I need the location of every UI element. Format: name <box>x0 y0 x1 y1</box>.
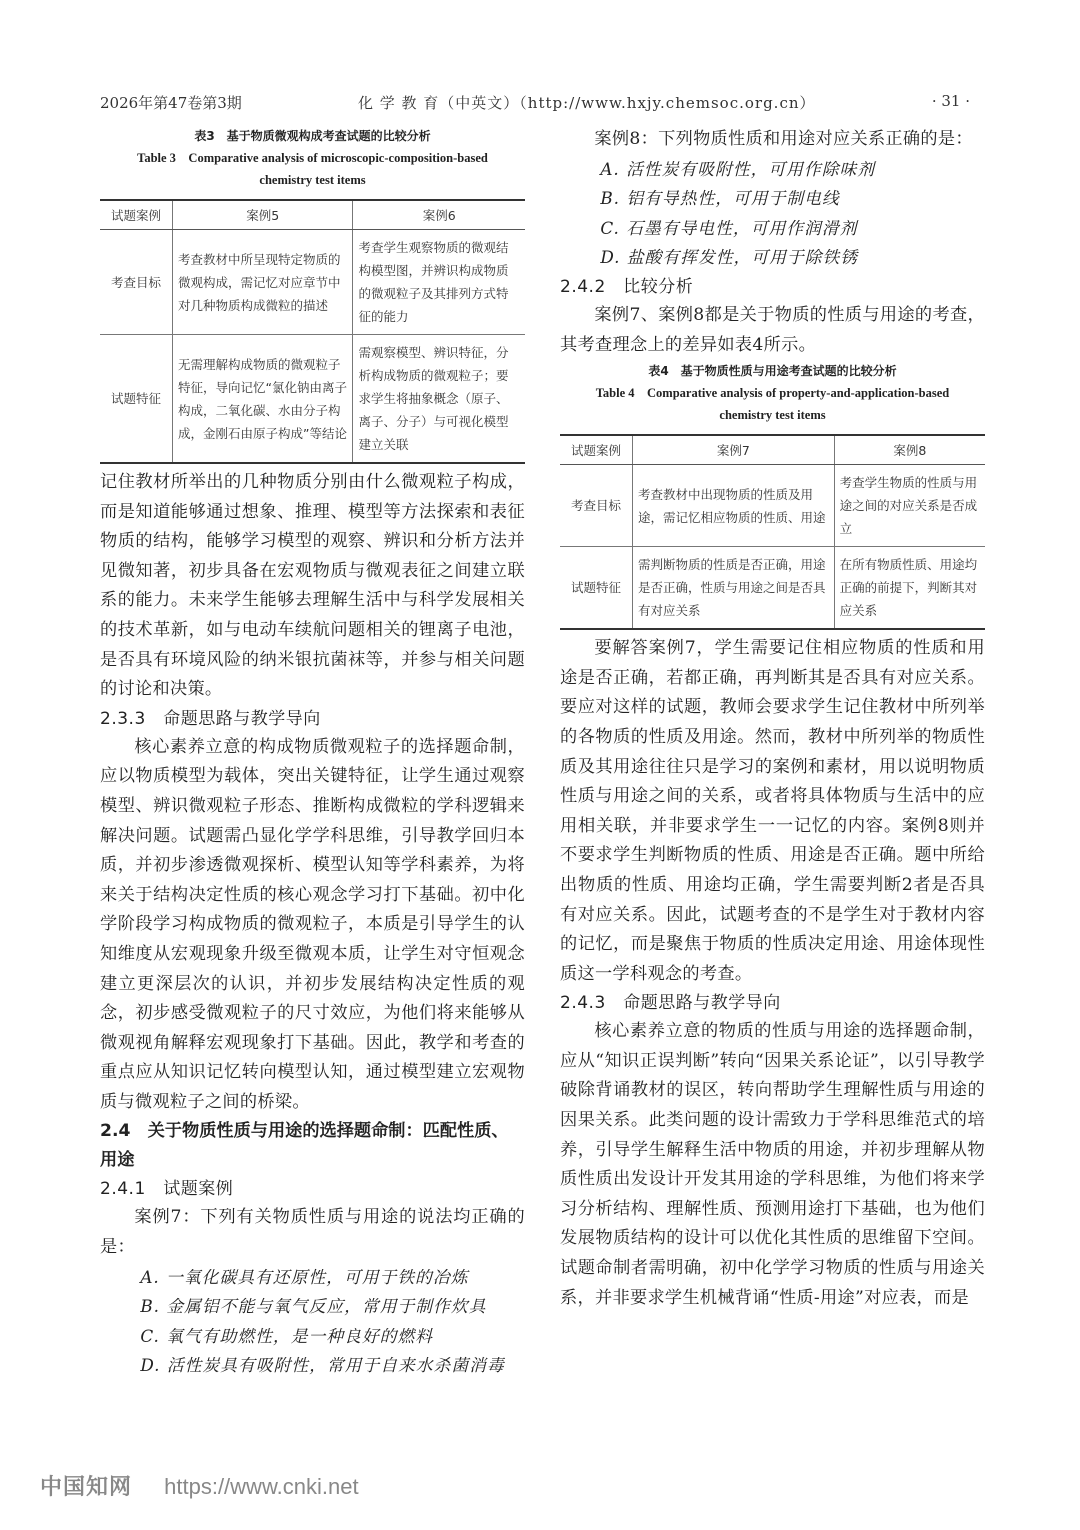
case7-stem: 案例7：下列有关物质性质与用途的说法均正确的是： <box>100 1207 525 1258</box>
paragraph: 核心素养立意的物质的性质与用途的选择题命制，应从“知识正误判断”转向“因果关系论证”，以引导教学破除背诵教材的误区，转向帮助学生理解性质与用途的因果关系。此类问题的设计需致力于学科思维范式的培养，引导学生解释生活中物质的用途，并初步理解从物质性质出发设计开发其用途的学科思维，为他们将来学习分析结构、理解性质、预测用途打下基础，也为他们发展物质结构的设计可以优化其性质的思维留下空间。试题命制者需明确，初中化学学习物质的性质与用途关系，并非要求学生机械背诵“性质-用途”对应表，而是 <box>560 1021 985 1308</box>
case8-stem: 案例8：下列物质性质和用途对应关系正确的是： <box>594 129 973 149</box>
case8-option: A. 活性炭有吸附性，可用作除味剂 <box>600 158 876 179</box>
table-header-cell: 试题案例 <box>100 200 173 230</box>
case7-option: D. 活性炭具有吸附性，常用于自来水杀菌消毒 <box>140 1355 505 1376</box>
table-header-cell: 案例5 <box>173 200 353 230</box>
table-row <box>560 465 985 547</box>
table3 <box>100 199 525 464</box>
table-header-cell: 案例7 <box>633 435 835 465</box>
table-header-row <box>560 435 985 465</box>
table3-caption-cn: 表3 基于物质微观构成考查试题的比较分析 <box>194 129 431 143</box>
table-header-cell: 案例6 <box>353 200 525 230</box>
row-label: 试题特征 <box>560 547 633 630</box>
watermark-url: https://www.cnki.net <box>164 1474 359 1499</box>
section-heading-2-4-1: 2.4.1 试题案例 <box>100 1179 234 1200</box>
case8-option: C. 石墨有导电性，可用作润滑剂 <box>600 217 858 238</box>
section-heading-2-3-3: 2.3.3 命题思路与教学导向 <box>100 708 321 729</box>
row-label: 考查目标 <box>100 230 173 335</box>
table-cell: 考查学生观察物质的微观结构模型图，并辨识构成物质的微观粒子及其排列方式特征的能力 <box>353 230 525 335</box>
table-cell: 需判断物质的性质是否正确，用途是否正确，性质与用途之间是否具有对应关系 <box>633 547 835 630</box>
issue-info: 2026年第47卷第3期 <box>100 94 242 112</box>
running-header <box>100 92 980 114</box>
table-row <box>100 230 525 335</box>
row-label: 考查目标 <box>560 465 633 547</box>
table4-caption-en: Table 4 Comparative analysis of property-and-application-based chemistry test items <box>595 386 950 423</box>
page-number: · 31 · <box>931 92 970 110</box>
section-heading-2-4-2: 2.4.2 比较分析 <box>560 276 694 297</box>
row-label: 试题特征 <box>100 335 173 464</box>
cnki-watermark <box>40 1470 359 1501</box>
journal-title: 化 学 教 育（中英文）（http://www.hxjy.chemsoc.org.cn） <box>358 94 816 112</box>
table4-caption-cn: 表4 基于物质性质与用途考查试题的比较分析 <box>648 364 897 379</box>
right-column <box>560 125 985 1313</box>
table-header-row <box>100 200 525 230</box>
table-cell: 在所有物质性质、用途均正确的前提下，判断其对应关系 <box>834 547 985 630</box>
table-cell: 考查教材中所呈现特定物质的微观构成，需记忆对应章节中对几种物质构成微粒的描述 <box>173 230 353 335</box>
section-heading-2-4: 2.4 关于物质性质与用途的选择题命制：匹配性质、用途 <box>100 1121 509 1171</box>
case7-option: C. 氧气有助燃性，是一种良好的燃料 <box>140 1325 433 1346</box>
watermark-logo-text: 中国知网 <box>40 1474 133 1499</box>
section-heading-2-4-3: 2.4.3 命题思路与教学导向 <box>560 993 781 1014</box>
table4 <box>560 434 985 630</box>
table-cell: 需观察模型、辨识特征，分析构成物质的微观粒子；要求学生将抽象概念（原子、离子、分子）与可视化模型建立关联 <box>353 335 525 464</box>
case8-option: D. 盐酸有挥发性，可用于除铁锈 <box>600 247 858 268</box>
table-header-cell: 案例8 <box>834 435 985 465</box>
table3-caption-en: Table 3 Comparative analysis of microscopic-composition-based chemistry test items <box>137 151 488 187</box>
case7-option: A. 一氧化碳具有还原性，可用于铁的冶炼 <box>140 1266 469 1287</box>
case7-option: B. 金属铝不能与氧气反应，常用于制作炊具 <box>140 1296 487 1317</box>
case8-option: B. 铝有导热性，可用于制电线 <box>600 188 840 209</box>
table-header-cell: 试题案例 <box>560 435 633 465</box>
table-cell: 考查教材中出现物质的性质及用途，需记忆相应物质的性质、用途 <box>633 465 835 547</box>
table-cell: 考查学生物质的性质与用途之间的对应关系是否成立 <box>834 465 985 547</box>
paragraph: 核心素养立意的构成物质微观粒子的选择题命制，应以物质模型为载体，突出关键特征，让学生通过观察模型、辨识微观粒子形态、推断构成微粒的学科逻辑来解决问题。试题需凸显化学学科思维，引导教学回归本质，并初步渗透微观探析、模型认知等学科素养，为将来关于结构决定性质的核心观念学习打下基础。初中化学阶段学习构成物质的微观粒子，本质是引导学生的认知维度从宏观现象升级至微观本质，让学生对守恒观念建立更深层次的认识，并初步发展结构决定性质的观念，初步感受微观粒子的尺寸效应，为他们将来能够从微观视角解释宏观现象打下基础。因此，教学和考查的重点应从知识记忆转向模型认知，通过模型建立宏观物质与微观粒子之间的桥梁。 <box>100 736 525 1112</box>
paragraph: 案例7、案例8都是关于物质的性质与用途的考查，其考查理念上的差异如表4所示。 <box>560 304 985 355</box>
table-row <box>560 547 985 630</box>
left-column <box>100 125 525 1381</box>
paragraph: 记住教材所举出的几种物质分别由什么微观粒子构成，而是知道能够通过想象、推理、模型等方法探索和表征物质的结构，能够学习模型的观察、辨识和分析方法并见微知著，初步具备在宏观物质与微观表征之间建立联系的能力。未来学生能够去理解生活中与科学发展相关的技术革新，如与电动车续航问题相关的锂离子电池，是否具有环境风险的纳米银抗菌袜等，并参与相关问题的讨论和决策。 <box>100 472 525 700</box>
table-row <box>100 335 525 464</box>
paragraph: 要解答案例7，学生需要记住相应物质的性质和用途是否正确，若都正确，再判断其是否具有对应关系。要应对这样的试题，教师会要求学生记住教材中所列举的各物质的性质及用途。然而，教材中所列举的物质性质及其用途往往只是学习的案例和素材，用以说明物质性质与用途之间的关系，或者将具体物质与生活中的应用相关联，并非要求学生一一记忆的内容。案例8则并不要求学生判断物质的性质、用途是否正确。题中所给出物质的性质、用途均正确，学生需要判断2者是否具有对应关系。因此，试题考查的不是学生对于教材内容的记忆，而是聚焦于物质的性质决定用途、用途体现性质这一学科观念的考查。 <box>560 638 985 984</box>
table-cell: 无需理解构成物质的微观粒子特征，导向记忆“氯化钠由离子构成，二氧化碳、水由分子构成，金刚石由原子构成”等结论 <box>173 335 353 464</box>
